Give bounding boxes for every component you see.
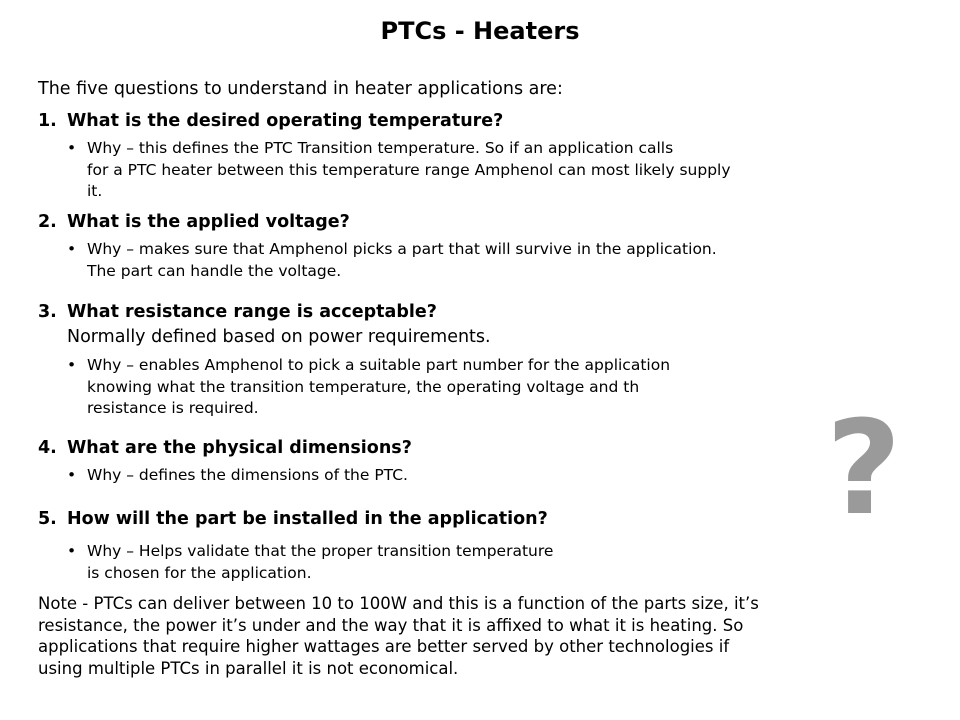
note-line: Note - PTCs can deliver between 10 to 100W and this is a function of the parts size, it’s (38, 594, 759, 613)
note-line: using multiple PTCs in parallel it is not economical. (38, 659, 459, 679)
bullet-line: it. (87, 182, 103, 200)
intro-text: The five questions to understand in heater applications are: (38, 79, 563, 99)
bullet-line: Why – this defines the PTC Transition temperature. So if an application calls (87, 139, 674, 157)
question-1 (38, 111, 503, 131)
bullet-line: Why – makes sure that Amphenol picks a part that will survive in the application. (87, 240, 717, 258)
bullet-icon: • (67, 466, 77, 484)
bullet-line: resistance is required. (87, 399, 259, 417)
bullet-icon: • (67, 240, 77, 258)
question-1-bullet (67, 138, 731, 203)
question-4-bullet (67, 465, 408, 487)
note-line: resistance, the power it’s under and the way that it is affixed to what it is heating. So (38, 615, 744, 635)
bullet-line: Why – enables Amphenol to pick a suitable part number for the application (87, 356, 671, 374)
note-line: applications that require higher wattages are better served by other technologies if (38, 637, 730, 657)
question-5 (38, 509, 548, 529)
slide-title: PTCs - Heaters (380, 17, 580, 45)
question-3-subtext: Normally defined based on power requirements. (67, 327, 491, 347)
bullet-line: for a PTC heater between this temperature range Amphenol can most likely supply (87, 160, 731, 179)
question-3 (38, 302, 437, 322)
question-number: 5. (38, 509, 57, 529)
bullet-line: The part can handle the voltage. (87, 261, 342, 280)
question-text: What is the desired operating temperature? (67, 111, 504, 131)
question-number: 2. (38, 212, 57, 232)
bullet-line: Why – defines the dimensions of the PTC. (87, 466, 408, 484)
bullet-icon: • (67, 542, 77, 560)
question-number: 1. (38, 111, 57, 131)
bullet-line: knowing what the transition temperature, the operating voltage and th (87, 377, 640, 396)
question-text: How will the part be installed in the application? (67, 509, 548, 529)
question-number: 3. (38, 302, 57, 322)
question-4 (38, 438, 412, 458)
bullet-icon: • (67, 356, 77, 374)
question-mark-icon: ? (826, 392, 902, 544)
question-text: What are the physical dimensions? (67, 438, 412, 458)
bullet-line: Why – Helps validate that the proper transition temperature (87, 542, 554, 560)
question-2 (38, 212, 350, 232)
bullet-line: is chosen for the application. (87, 563, 312, 582)
question-2-bullet (67, 239, 717, 282)
question-5-bullet (67, 541, 554, 584)
question-3-bullet (67, 355, 671, 420)
bullet-icon: • (67, 139, 77, 157)
note-paragraph (38, 593, 759, 680)
question-number: 4. (38, 438, 57, 458)
question-text: What is the applied voltage? (67, 212, 350, 232)
question-text: What resistance range is acceptable? (67, 302, 437, 322)
